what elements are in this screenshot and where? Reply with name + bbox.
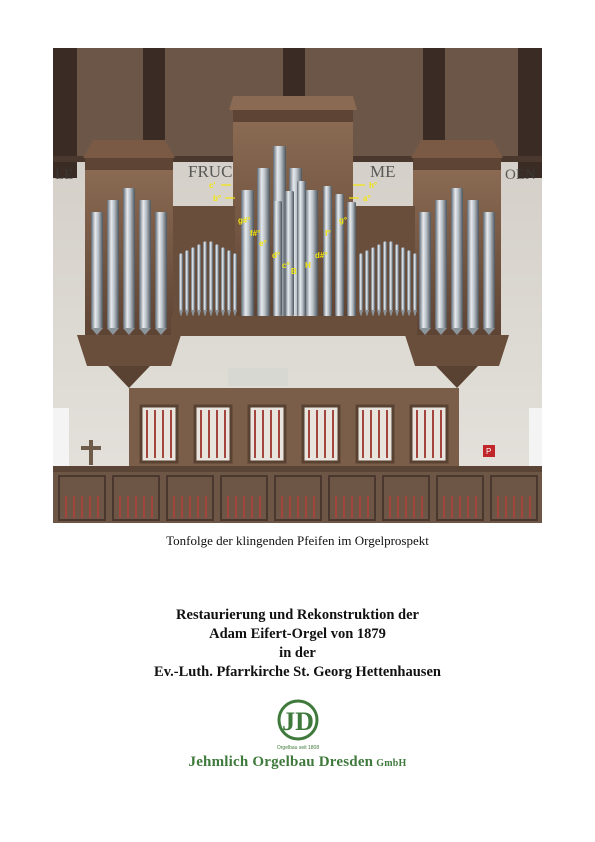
organ-pipe: [91, 212, 103, 328]
organ-pipe: [191, 248, 195, 311]
wall-text-center-right: ME: [370, 162, 396, 181]
title-line-1: Restaurierung und Rekonstruktion der: [176, 607, 419, 623]
title-line-4: Ev.-Luth. Pfarrkirche St. Georg Hettenhausen: [154, 664, 441, 680]
logo-tagline: Orgelbau seit 1808: [276, 745, 320, 751]
pipe-note-label: e°: [259, 239, 267, 248]
organ-pipe: [371, 248, 375, 311]
impost: [171, 316, 417, 336]
pipe-note-label: f#°: [250, 229, 261, 238]
organ-pipe: [413, 254, 417, 311]
organ-pipe: [383, 242, 387, 311]
pipe-note-label: d#°: [315, 251, 328, 260]
company-logo: [265, 695, 331, 753]
organ-pipe: [467, 200, 479, 328]
pipe-note-label: g°: [339, 216, 348, 225]
pipe-note-label: c°: [282, 261, 290, 270]
organ-pipe: [123, 188, 135, 328]
organ-pipe: [483, 212, 495, 328]
pipe-note-label: g#°: [238, 216, 251, 225]
organ-pipe: [179, 254, 183, 311]
organ-pipe: [347, 202, 356, 316]
title-line-2: Adam Eifert-Orgel von 1879: [209, 626, 386, 642]
organ-pipe: [297, 181, 306, 316]
document-title: [0, 606, 595, 682]
organ-pipe: [107, 200, 119, 328]
pipe-note-label: c': [209, 181, 216, 190]
pipe-note-label: B: [291, 267, 297, 276]
organ-pipe: [215, 245, 219, 311]
organ-pipe: [401, 248, 405, 311]
organ-pipe: [197, 245, 201, 311]
wall-text-right: OEN: [505, 167, 536, 183]
wall-text-left: LE: [55, 167, 74, 183]
pipe-note-label: f°: [325, 229, 331, 238]
organ-pipe: [389, 242, 393, 311]
organ-pipe: [359, 254, 363, 311]
organ-pipe: [285, 191, 294, 316]
company-name: [0, 754, 595, 771]
organ-pipe: [241, 190, 254, 316]
organ-photo: [53, 48, 542, 523]
music-desk: [228, 368, 288, 386]
organ-pipe: [155, 212, 167, 328]
logo-monogram: JD: [282, 707, 314, 736]
photo-caption: Tonfolge der klingenden Pfeifen im Orgelprospekt: [166, 533, 429, 548]
exit-sign-label: P: [486, 447, 492, 456]
organ-pipe: [233, 254, 237, 311]
pipe-note-label: b°: [213, 194, 222, 203]
organ-pipe: [139, 200, 151, 328]
organ-pipe: [335, 194, 344, 316]
organ-pipe: [365, 251, 369, 311]
company-name-text: Jehmlich Orgelbau Dresden: [188, 754, 374, 770]
organ-pipe: [395, 245, 399, 311]
title-line-3: in der: [279, 645, 316, 661]
organ-pipe: [407, 251, 411, 311]
organ-pipe: [435, 200, 447, 328]
wall-text-center-left: FRUC: [188, 162, 233, 181]
organ-pipe: [377, 245, 381, 311]
left-window: [53, 408, 69, 468]
organ-pipe: [419, 212, 431, 328]
organ-pipe: [451, 188, 463, 328]
organ-pipe: [227, 251, 231, 311]
organ-pipe: [203, 242, 207, 311]
pipe-note-label: d°: [272, 251, 281, 260]
organ-pipe: [221, 248, 225, 311]
organ-pipe: [209, 242, 213, 311]
pipe-note-label: H: [305, 261, 311, 270]
organ-pipe: [185, 251, 189, 311]
pipe-note-label: a°: [363, 194, 371, 203]
company-suffix: GmbH: [376, 758, 407, 769]
pipe-note-label: h°: [369, 181, 378, 190]
right-window: [529, 408, 542, 468]
